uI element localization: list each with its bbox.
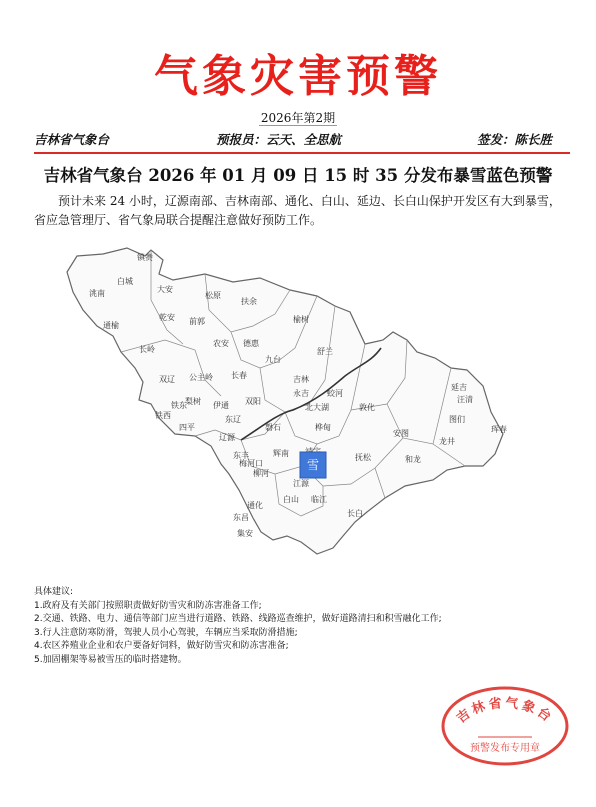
advice-item-1: 1.政府及有关部门按照职责做好防雪灾和防冻害准备工作; xyxy=(34,600,262,611)
forecaster-label: 预报员：云天、全思航 xyxy=(216,132,342,147)
document-title: 气象灾害预警 xyxy=(154,51,442,102)
red-divider xyxy=(34,152,570,154)
place-label-29: 梨树 xyxy=(185,397,201,406)
place-label-36: 东丰 xyxy=(233,451,249,460)
place-label-43: 柳河 xyxy=(253,469,269,478)
place-label-2: 洮南 xyxy=(89,289,105,298)
official-seal xyxy=(440,685,570,767)
place-label-26: 和龙 xyxy=(405,455,421,464)
place-label-3: 大安 xyxy=(157,285,173,294)
issuer-label: 签发：陈长胜 xyxy=(476,132,552,147)
place-label-32: 四平 xyxy=(179,423,195,432)
advice-section xyxy=(34,586,514,667)
advice-item-5: 5.加固棚架等易被雪压的临时搭建物。 xyxy=(34,654,187,665)
warning-headline: 吉林省气象台 2026 年 01 月 09 日 15 时 35 分发布暴雪蓝色预警 xyxy=(43,166,553,185)
place-label-22: 汪清 xyxy=(457,395,473,404)
place-label-9: 榆树 xyxy=(293,315,309,324)
map-outline xyxy=(67,248,503,554)
place-label-49: 长白 xyxy=(347,509,363,518)
place-label-45: 集安 xyxy=(237,529,253,538)
place-label-34: 铁西 xyxy=(155,411,171,420)
warning-icon-label: 雪 xyxy=(306,458,320,472)
place-label-12: 德惠 xyxy=(243,339,259,348)
place-label-17: 长春 xyxy=(231,371,247,380)
seal-bottom-text: 预警发布专用章 xyxy=(470,743,540,754)
lead-paragraph: 预计未来 24 小时，辽源南部、吉林南部、通化、白山、延边、长白山保护开发区有大到暴雪，省应急管理厅、省气象局联合提醒注意做好预防工作。 xyxy=(34,194,561,227)
place-label-7: 通榆 xyxy=(103,321,119,330)
advice-item-4: 4.农区养殖业企业和农户要备好饲料，做好防雪灾和防冻害准备; xyxy=(34,641,289,651)
place-label-38: 桦甸 xyxy=(315,423,331,432)
place-label-39: 抚松 xyxy=(355,453,371,462)
place-label-0: 镇赉 xyxy=(137,253,153,262)
seal-top-text: 吉林省气象台 xyxy=(454,696,556,727)
place-label-16: 公主岭 xyxy=(189,373,213,382)
place-label-25: 龙井 xyxy=(439,437,455,446)
advice-title: 具体建议: xyxy=(34,587,74,597)
place-label-41: 辉南 xyxy=(273,449,289,458)
place-label-44: 通化 xyxy=(247,501,263,510)
place-label-31: 双阳 xyxy=(245,397,261,406)
place-label-18: 吉林 xyxy=(293,375,309,384)
place-label-21: 敦化 xyxy=(359,403,375,412)
advice-item-2: 2.交通、铁路、电力、通信等部门应当进行道路、铁路、线路巡查维护，做好道路清扫和积雪融化工作; xyxy=(34,614,442,624)
place-label-8: 前郭 xyxy=(189,317,205,326)
place-label-6: 扶余 xyxy=(241,297,257,306)
issue-label: 2026年第2期 xyxy=(260,111,336,125)
place-label-30: 伊通 xyxy=(213,401,229,410)
place-label-19: 永吉 xyxy=(293,389,309,398)
place-label-1: 白城 xyxy=(117,277,133,286)
warning-icon xyxy=(300,452,326,478)
place-label-14: 舒兰 xyxy=(317,347,333,356)
place-label-46: 白山 xyxy=(283,495,299,504)
place-label-11: 农安 xyxy=(213,339,229,348)
place-label-37: 磐石 xyxy=(265,423,281,432)
place-label-48: 临江 xyxy=(311,495,327,504)
place-label-24: 珲春 xyxy=(491,425,507,434)
place-label-33: 铁东 xyxy=(171,401,187,410)
jilin-province-map xyxy=(55,240,540,570)
place-label-35: 辽源 xyxy=(219,433,235,442)
advice-item-3: 3.行人注意防寒防滑，驾驶人员小心驾驶，车辆应当采取防滑措施; xyxy=(34,627,298,638)
meta-line xyxy=(34,130,568,148)
place-label-4: 乾安 xyxy=(159,313,175,322)
place-label-51: 东辽 xyxy=(225,415,241,424)
place-label-28: 延吉 xyxy=(451,383,467,392)
place-label-23: 图们 xyxy=(449,415,465,424)
place-label-13: 九台 xyxy=(265,355,281,364)
place-label-42: 梅河口 xyxy=(239,459,263,468)
place-label-20: 蛟河 xyxy=(327,389,343,398)
place-label-10: 长岭 xyxy=(139,345,155,354)
place-label-27: 安图 xyxy=(393,429,409,438)
agency-label: 吉林省气象台 xyxy=(34,132,110,147)
place-label-47: 江源 xyxy=(293,479,309,488)
place-label-15: 双辽 xyxy=(159,375,175,384)
place-label-52: 东昌 xyxy=(233,513,249,522)
place-label-5: 松原 xyxy=(205,291,221,300)
place-label-50: 北大湖 xyxy=(305,403,329,412)
issue-number xyxy=(0,109,596,126)
